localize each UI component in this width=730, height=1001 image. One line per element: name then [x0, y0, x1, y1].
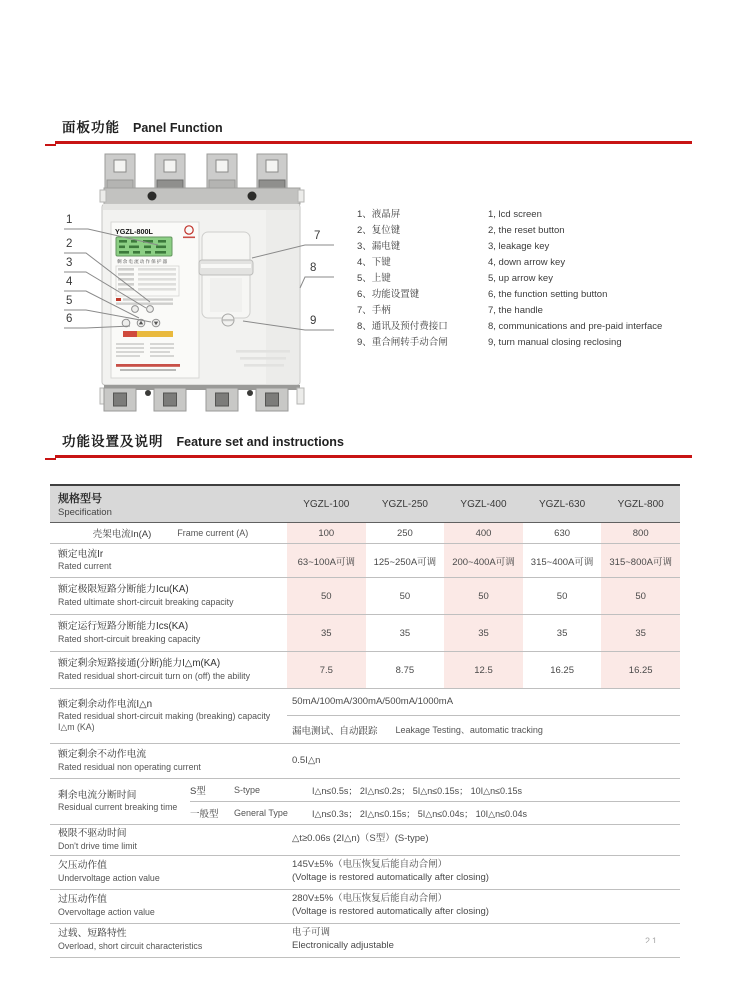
callout-4: 4: [66, 276, 73, 288]
legend-en: 9, turn manual closing reclosing: [488, 337, 622, 348]
model-column: YGZL-800: [617, 498, 664, 510]
header-label: 规格型号 Specification: [58, 493, 112, 518]
table-row-icu: 额定极限短路分断能力Icu(KA) Rated ultimate short-circuit breaking capacity 50 50 50 50 50: [50, 578, 680, 615]
table-row-frame-current: 壳架电流In(A) Frame current (A) 100 250 400 630 800: [50, 523, 680, 544]
handle: [199, 232, 253, 318]
model-column: YGZL-630: [539, 498, 586, 510]
table-row-overvoltage: 过压动作值 Overvoltage action value 280V±5%（电压恢复后能自动合闸） (Voltage is restored automatically after closing): [50, 890, 680, 924]
section-title-en: Feature set and instructions: [176, 435, 344, 449]
model-column: YGZL-400: [460, 498, 507, 510]
table-header-row: [50, 486, 680, 523]
section-title: [0, 430, 730, 451]
section-title-zh: 功能设置及说明: [62, 434, 164, 449]
legend-zh: 8、通讯及预付费接口: [357, 321, 448, 332]
function-setting-button: [122, 319, 130, 327]
table-row-breaking-time: 剩余电流分断时间 Residual current breaking time S型 S-type I△n≤0.5s； 2I△n≤0.2s； 5I△n≤0.15s； 10I△n≤0.15s 一般型 General Type I△n≤0.3s； 2I△n≤0.15s； 5I△n≤0.04s； 10I△n≤0.04s: [50, 779, 680, 825]
callout-8: 8: [310, 262, 317, 274]
table-row-residual-operating-current: 额定剩余动作电流I△n Rated residual short-circuit making (breaking) capacity I△m (KA) 50mA/100mA/300mA/500mA/1000mA 漏电测试、自动跟踪 Leakage Testing、automatic tracking: [50, 689, 680, 744]
front-label: [111, 222, 199, 378]
table-row-time-limit: 极限不驱动时间 Don't drive time limit △t≥0.06s (2I△n)（S型）(S-type): [50, 825, 680, 856]
callout-9: 9: [310, 315, 317, 327]
legend-zh: 3、漏电键: [357, 241, 401, 252]
breaking-time-s-type: S型 S-type I△n≤0.5s； 2I△n≤0.2s； 5I△n≤0.15s； 10I△n≤0.15s: [190, 779, 680, 802]
legend-zh: 9、重合闸转手动合闸: [357, 337, 448, 348]
section-title: [0, 116, 730, 137]
table-row-overload: 过载、短路特性 Overload, short circuit characteristics 电子可调 Electronically adjustable: [50, 924, 680, 958]
callout-3: 3: [66, 257, 73, 269]
table-row-undervoltage: 欠压动作值 Undervoltage action value 145V±5%（电压恢复后能自动合闸） (Voltage is restored automatically after closing): [50, 856, 680, 890]
legend-en: 1, lcd screen: [488, 209, 542, 220]
model-column: YGZL-100: [303, 498, 350, 510]
company-line: [116, 364, 180, 367]
legend-zh: 6、功能设置键: [357, 289, 420, 300]
page-number: 21: [645, 936, 660, 943]
reset-button: [132, 306, 139, 313]
section-title-zh: 面板功能: [62, 120, 120, 135]
legend-en: 5, up arrow key: [488, 273, 553, 284]
legend-en: 7, the handle: [488, 305, 543, 316]
rail-screw: [248, 192, 257, 201]
breaker-figure: [0, 150, 730, 430]
red-rule: [55, 455, 692, 458]
table-row-rated-current: 额定电流Ir Rated current 63~100A可调 125~250A可调 200~400A可调 315~400A可调 315~800A可调: [50, 544, 680, 578]
breaking-time-general-type: 一般型 General Type I△n≤0.3s； 2I△n≤0.15s； 5I△n≤0.04s； 10I△n≤0.04s: [190, 808, 528, 820]
table-row-non-operating-current: 额定剩余不动作电流 Rated residual non operating current 0.5I△n: [50, 744, 680, 779]
model-text: YGZL-800L: [115, 227, 153, 236]
bottom-terminals: [100, 385, 304, 411]
callout-2: 2: [66, 238, 73, 250]
rating-sticker: [123, 331, 173, 337]
watermark-text-bars: [236, 350, 290, 367]
rail-screw: [148, 192, 157, 201]
section-title-en: Panel Function: [133, 121, 223, 135]
section-header-feature-set: [0, 430, 730, 458]
manual-close-button: [222, 314, 234, 326]
table-row-idm: 额定剩余短路接通(分断)能力I△m(KA) Rated residual short-circuit turn on (off) the ability 7.5 8.75 12.5 16.25 16.25: [50, 652, 680, 689]
spec-table: [50, 484, 680, 958]
legend-en: 2, the reset button: [488, 225, 565, 236]
table-row-ics: 额定运行短路分断能力Ics(KA) Rated short-circuit breaking capacity 35 35 35 35 35: [50, 615, 680, 652]
leakage-button: [147, 306, 154, 313]
legend-en: 8, communications and pre-paid interface: [488, 321, 663, 332]
callout-7: 7: [314, 230, 321, 242]
label-subtitle: 剩余电流动作保护器: [117, 259, 169, 264]
lcd-screen: [116, 237, 172, 256]
section-header-panel-function: [0, 116, 730, 144]
legend-zh: 5、上键: [357, 273, 391, 284]
legend-en: 3, leakage key: [488, 241, 550, 252]
legend-zh: 7、手柄: [357, 305, 391, 316]
legend-en: 4, down arrow key: [488, 257, 566, 268]
callout-6: 6: [66, 313, 73, 325]
breaker-illustration: [98, 152, 308, 414]
legend-en: 6, the function setting button: [488, 289, 608, 300]
legend-zh: 1、液晶屏: [357, 209, 401, 220]
model-column: YGZL-250: [381, 498, 428, 510]
legend: [357, 207, 662, 351]
mounting-rail: [104, 188, 300, 204]
legend-zh: 4、下键: [357, 257, 391, 268]
legend-zh: 2、复位键: [357, 225, 401, 236]
callout-5: 5: [66, 295, 73, 307]
red-rule: [55, 141, 692, 144]
callout-1: 1: [66, 214, 73, 226]
